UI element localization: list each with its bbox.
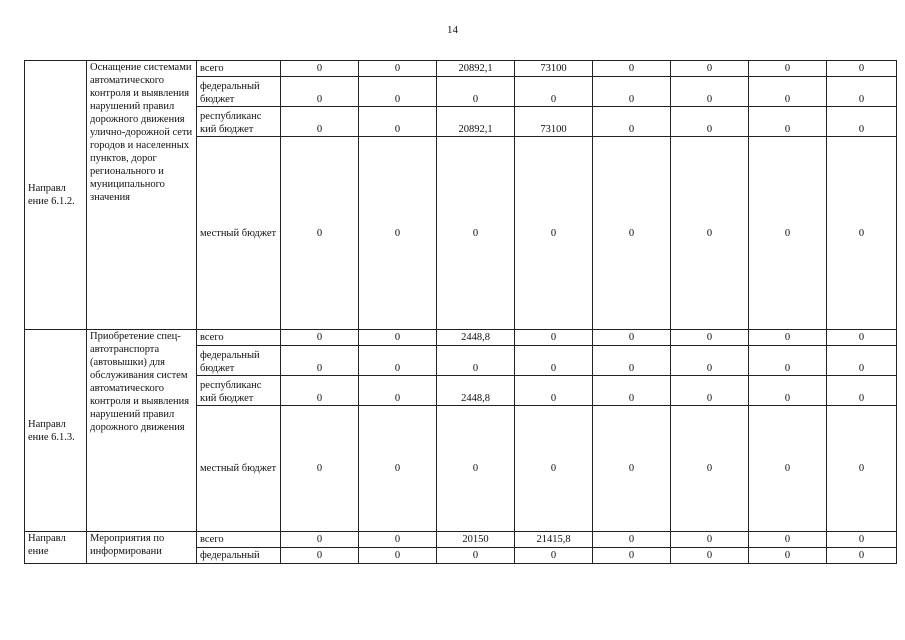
- value-cell: 0: [749, 376, 827, 406]
- value-cell: 0: [749, 406, 827, 532]
- value-cell: 0: [827, 532, 897, 548]
- value-cell: 0: [827, 107, 897, 137]
- funding-source-cell: республиканс кий бюджет: [197, 107, 281, 137]
- value-cell: 0: [515, 548, 593, 564]
- value-cell: 0: [593, 406, 671, 532]
- value-cell: 20150: [437, 532, 515, 548]
- direction-cell: Направл ение: [25, 532, 87, 564]
- value-cell: 0: [827, 137, 897, 330]
- value-cell: 0: [749, 107, 827, 137]
- funding-source-cell: республиканс кий бюджет: [197, 376, 281, 406]
- value-cell: 0: [359, 137, 437, 330]
- value-cell: 0: [749, 346, 827, 376]
- direction-cell: Направл ение 6.1.3.: [25, 330, 87, 532]
- value-cell: 0: [749, 77, 827, 107]
- value-cell: 0: [671, 548, 749, 564]
- description-cell: Мероприятия по информировани: [87, 532, 197, 564]
- value-cell: 0: [359, 61, 437, 77]
- funding-source-cell: федеральный бюджет: [197, 77, 281, 107]
- value-cell: 0: [437, 548, 515, 564]
- value-cell: 0: [515, 137, 593, 330]
- funding-source-cell: всего: [197, 61, 281, 77]
- value-cell: 0: [281, 330, 359, 346]
- value-cell: 0: [359, 532, 437, 548]
- value-cell: 0: [827, 406, 897, 532]
- direction-cell: Направл ение 6.1.2.: [25, 61, 87, 330]
- value-cell: 0: [281, 548, 359, 564]
- value-cell: 0: [827, 77, 897, 107]
- value-cell: 0: [359, 548, 437, 564]
- value-cell: 0: [593, 107, 671, 137]
- value-cell: 0: [827, 330, 897, 346]
- value-cell: 0: [671, 406, 749, 532]
- value-cell: 0: [593, 330, 671, 346]
- value-cell: 0: [281, 346, 359, 376]
- description-cell: Оснащение системами автоматического контроля и выявления нарушений правил дорожного движения улично-дорожной сети городов и населенных пунктов, дорог регионального и муниципального значения: [87, 61, 197, 330]
- funding-source-cell: федеральный: [197, 548, 281, 564]
- value-cell: 0: [671, 376, 749, 406]
- value-cell: 21415,8: [515, 532, 593, 548]
- value-cell: 0: [281, 137, 359, 330]
- value-cell: 0: [749, 137, 827, 330]
- value-cell: 0: [281, 406, 359, 532]
- table-row: [25, 61, 897, 77]
- value-cell: 0: [515, 330, 593, 346]
- value-cell: 0: [749, 548, 827, 564]
- table-row: [25, 330, 897, 346]
- table-row: [25, 532, 897, 548]
- value-cell: 0: [437, 406, 515, 532]
- value-cell: 20892,1: [437, 107, 515, 137]
- value-cell: 0: [671, 107, 749, 137]
- value-cell: 0: [281, 107, 359, 137]
- budget-table: [24, 60, 897, 564]
- value-cell: 73100: [515, 61, 593, 77]
- funding-source-cell: местный бюджет: [197, 406, 281, 532]
- value-cell: 0: [749, 330, 827, 346]
- funding-source-cell: всего: [197, 330, 281, 346]
- value-cell: 0: [359, 346, 437, 376]
- value-cell: 73100: [515, 107, 593, 137]
- value-cell: 0: [671, 532, 749, 548]
- value-cell: 2448,8: [437, 376, 515, 406]
- value-cell: 0: [827, 548, 897, 564]
- value-cell: 0: [281, 532, 359, 548]
- value-cell: 0: [671, 137, 749, 330]
- value-cell: 0: [515, 346, 593, 376]
- value-cell: 20892,1: [437, 61, 515, 77]
- value-cell: 0: [281, 376, 359, 406]
- value-cell: 0: [827, 61, 897, 77]
- value-cell: 0: [437, 137, 515, 330]
- value-cell: 0: [515, 376, 593, 406]
- value-cell: 0: [437, 346, 515, 376]
- value-cell: 0: [593, 346, 671, 376]
- value-cell: 2448,8: [437, 330, 515, 346]
- value-cell: 0: [281, 61, 359, 77]
- value-cell: 0: [515, 77, 593, 107]
- value-cell: 0: [671, 77, 749, 107]
- value-cell: 0: [359, 77, 437, 107]
- value-cell: 0: [749, 61, 827, 77]
- value-cell: 0: [671, 330, 749, 346]
- value-cell: 0: [593, 137, 671, 330]
- value-cell: 0: [671, 61, 749, 77]
- funding-source-cell: местный бюджет: [197, 137, 281, 330]
- value-cell: 0: [593, 376, 671, 406]
- funding-source-cell: федеральный бюджет: [197, 346, 281, 376]
- value-cell: 0: [827, 346, 897, 376]
- value-cell: 0: [749, 532, 827, 548]
- value-cell: 0: [515, 406, 593, 532]
- value-cell: 0: [359, 406, 437, 532]
- value-cell: 0: [671, 346, 749, 376]
- value-cell: 0: [359, 107, 437, 137]
- value-cell: 0: [593, 61, 671, 77]
- value-cell: 0: [281, 77, 359, 107]
- value-cell: 0: [593, 77, 671, 107]
- description-cell: Приобретение спец-автотранспорта (автовышки) для обслуживания систем автоматического контроля и выявления нарушений правил дорожного движения: [87, 330, 197, 532]
- value-cell: 0: [593, 548, 671, 564]
- value-cell: 0: [359, 330, 437, 346]
- value-cell: 0: [437, 77, 515, 107]
- value-cell: 0: [827, 376, 897, 406]
- value-cell: 0: [359, 376, 437, 406]
- page-number: 14: [447, 24, 458, 36]
- value-cell: 0: [593, 532, 671, 548]
- funding-source-cell: всего: [197, 532, 281, 548]
